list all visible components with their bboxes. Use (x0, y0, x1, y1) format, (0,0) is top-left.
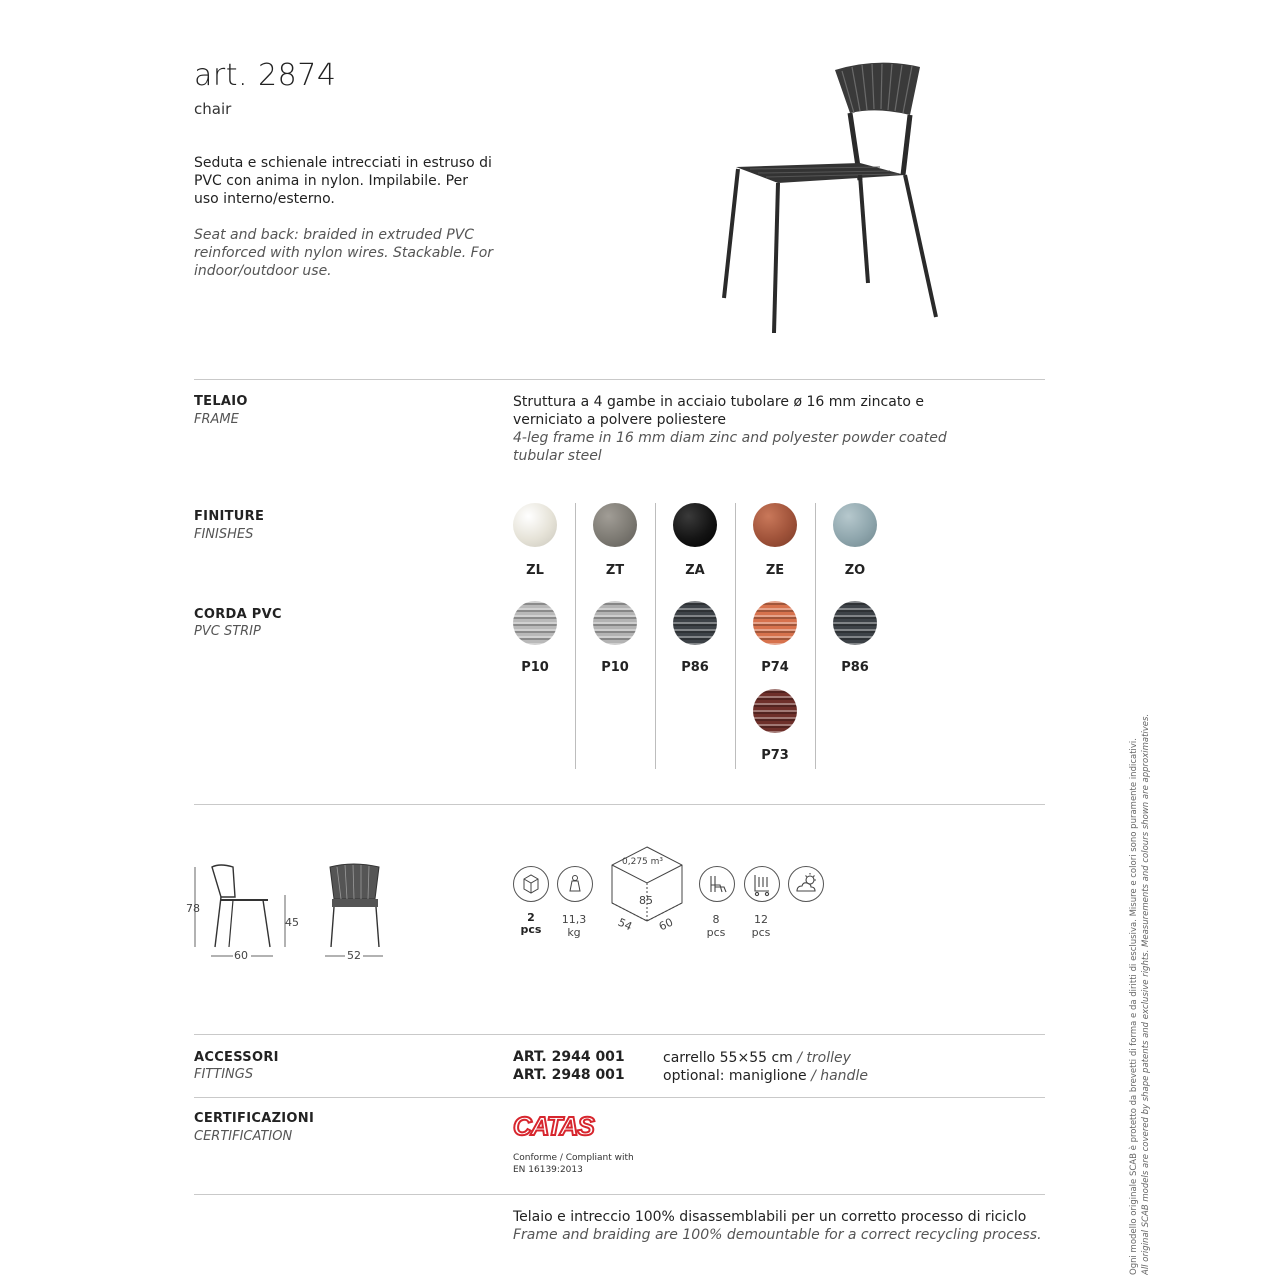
certification-label-en: CERTIFICATION (194, 1129, 293, 1144)
pvc-swatch-p73[interactable] (753, 689, 797, 733)
stack-icon (699, 866, 735, 902)
description-italian: Seduta e schienale intrecciati in estruso di PVC con anima in nylon. Impilabile. Per uso interno/esterno. (194, 155, 492, 207)
fitting-description-en: handle (820, 1068, 868, 1084)
pvc-swatch-p10[interactable] (513, 601, 557, 645)
package-height: 85 (639, 894, 653, 907)
pvc-code: P74 (761, 660, 789, 675)
legal-note-it: Ogni modello originale SCAB è protetto da brevetti di forma e da diritti di esclusiva. Misure e colori sono puramente indicativi. (1129, 738, 1139, 1275)
pvc-code: P86 (681, 660, 709, 675)
pvc-swatch-p86[interactable] (833, 601, 877, 645)
stack-unit: pcs (706, 926, 726, 939)
column-divider (575, 503, 576, 769)
description-english: Seat and back: braided in extruded PVC reinforced with nylon wires. Stackable. For indoor/outdoor use. (194, 227, 494, 279)
finish-swatch-zt[interactable] (593, 503, 637, 547)
frame-text: Struttura a 4 gambe in acciaio tubolare ø 16 mm zincato e verniciato a polvere poliestere (513, 394, 924, 428)
finish-code: ZL (526, 563, 544, 578)
certification-label: CERTIFICAZIONI (194, 1111, 315, 1126)
recycling-text-en: Frame and braiding are 100% demountable for a correct recycling process. (513, 1227, 1042, 1243)
trolley-icon (744, 866, 780, 902)
product-type: chair (194, 100, 232, 118)
dimension-seat-height: 45 (285, 916, 299, 929)
divider (194, 804, 1045, 805)
divider (194, 379, 1045, 380)
pvc-code: P10 (601, 660, 629, 675)
finish-swatch-ze[interactable] (753, 503, 797, 547)
pvc-label-en: PVC STRIP (194, 624, 261, 639)
package-width: 54 (615, 915, 635, 934)
pvc-label: CORDA PVC (194, 607, 282, 622)
column-divider (735, 503, 736, 769)
fitting-art-number: ART. 2944 001 (513, 1049, 625, 1065)
chair-product-image (700, 55, 960, 345)
catas-logo: CATAS (513, 1111, 594, 1141)
finish-swatch-za[interactable] (673, 503, 717, 547)
finish-code: ZE (765, 563, 785, 578)
column-divider (815, 503, 816, 769)
certification-standard: EN 16139:2013 (513, 1165, 583, 1175)
frame-text-en: 4-leg frame in 16 mm diam zinc and polyester powder coated tubular steel (513, 430, 947, 464)
fitting-description: optional: maniglione (663, 1068, 807, 1084)
fittings-label-en: FITTINGS (194, 1067, 254, 1082)
certification-note: Conforme / Compliant with (513, 1153, 634, 1163)
fittings-label: ACCESSORI (194, 1050, 279, 1065)
dimension-height: 78 (186, 902, 200, 915)
package-volume: 0,275 m³ (622, 857, 664, 867)
trolley-unit: pcs (751, 926, 771, 939)
pvc-swatch-p86[interactable] (673, 601, 717, 645)
divider (194, 1097, 1045, 1098)
column-divider (655, 503, 656, 769)
product-title: art. 2874 (194, 58, 337, 93)
weight-unit: kg (567, 926, 581, 939)
finish-code: ZT (605, 563, 625, 578)
divider (194, 1194, 1045, 1195)
legal-side-note (1128, 655, 1152, 1275)
chair-dimension-drawing (185, 855, 395, 970)
dimension-depth: 60 (234, 949, 248, 962)
pieces-value: 2 (527, 911, 535, 924)
pvc-swatch-p10[interactable] (593, 601, 637, 645)
stack-value: 8 (712, 913, 720, 926)
legal-note-en: All original SCAB models are covered by shape patents and exclusive rights. Measurements and colours shown are approximatives. (1141, 713, 1151, 1275)
finish-code: ZA (685, 563, 705, 578)
frame-label-en: FRAME (194, 412, 239, 427)
pieces-unit: pcs (520, 923, 542, 936)
pvc-code: P86 (841, 660, 869, 675)
finish-swatch-zo[interactable] (833, 503, 877, 547)
pvc-code: P73 (761, 748, 789, 763)
fitting-art-number: ART. 2948 001 (513, 1067, 625, 1083)
weight-icon (557, 866, 593, 902)
frame-label: TELAIO (194, 394, 248, 409)
finish-swatch-zl[interactable] (513, 503, 557, 547)
pvc-code: P10 (521, 660, 549, 675)
dimension-width: 52 (347, 949, 361, 962)
divider (194, 1034, 1045, 1035)
fitting-description: carrello 55×55 cm (663, 1050, 793, 1066)
recycling-text: Telaio e intreccio 100% disassemblabili per un corretto processo di riciclo (513, 1209, 1027, 1225)
finishes-label-en: FINISHES (194, 527, 254, 542)
box-icon (513, 866, 549, 902)
package-depth: 60 (656, 915, 676, 934)
fitting-description-en: trolley (806, 1050, 851, 1066)
trolley-value: 12 (754, 913, 768, 926)
indoor-outdoor-icon (788, 866, 824, 902)
finishes-label: FINITURE (194, 509, 265, 524)
pvc-swatch-p74[interactable] (753, 601, 797, 645)
finish-code: ZO (844, 563, 866, 578)
weight-value: 11,3 (561, 913, 587, 926)
